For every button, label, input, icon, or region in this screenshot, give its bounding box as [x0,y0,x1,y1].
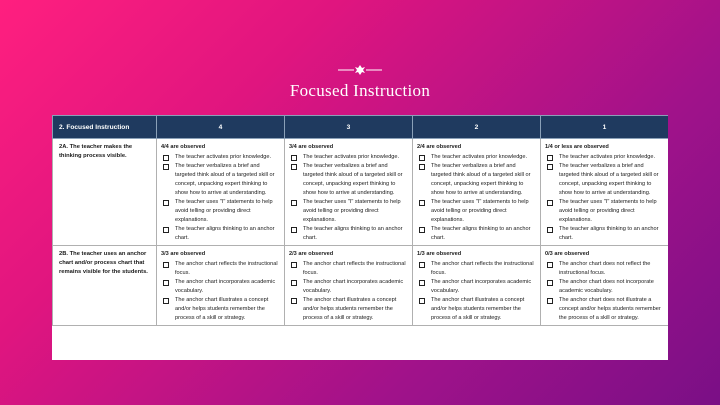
indicator-item: The teacher verbalizes a brief and targeted think aloud of a targeted skill or concept, unpacking expert thinking to show how to arrive at understanding. [417,162,537,198]
indicator-item: The anchor chart illustrates a concept and/or helps students remember the process of a skill or strategy. [417,296,537,323]
header-criterion: 2. Focused Instruction [53,116,157,139]
slide-title: Focused Instruction [289,81,431,100]
indicator-list [161,260,281,323]
indicator-item: The anchor chart reflects the instructional focus. [289,260,409,278]
indicator-list [545,260,665,323]
indicator-list [545,153,665,243]
indicator-item: The teacher uses "I" statements to help avoid telling or providing direct explanations. [161,198,281,225]
header-score-2: 2 [413,116,541,139]
indicator-list [289,260,409,323]
indicator-item: The teacher aligns thinking to an anchor chart. [417,225,537,243]
indicator-item: The anchor chart incorporates academic vocabulary. [289,278,409,296]
header-score-3: 3 [285,116,413,139]
observed-count: 3/4 are observed [289,144,334,150]
indicator-item: The teacher activates prior knowledge. [417,153,537,162]
indicator-item: The teacher activates prior knowledge. [289,153,409,162]
observed-count: 0/3 are observed [545,251,590,257]
rubric-table [52,115,668,360]
indicator-item: The teacher verbalizes a brief and targeted think aloud of a targeted skill or concept, unpacking expert thinking to show how to arrive at understanding. [545,162,665,198]
indicator-item: The teacher uses "I" statements to help avoid telling or providing direct explanations. [289,198,409,225]
score-cell [285,139,413,246]
indicator-item: The anchor chart does not incorporate academic vocabulary. [545,278,665,296]
score-cell [413,246,541,326]
indicator-item: The anchor chart incorporates academic vocabulary. [161,278,281,296]
score-cell [541,139,669,246]
indicator-list [417,260,537,323]
indicator-list [289,153,409,243]
observed-count: 1/3 are observed [417,251,462,257]
indicator-item: The teacher verbalizes a brief and targeted think aloud of a targeted skill or concept, unpacking expert thinking to show how to arrive at understanding. [289,162,409,198]
criterion-cell: 2B. The teacher uses an anchor chart and/or process chart that remains visible for the students. [53,246,157,326]
indicator-item: The anchor chart reflects the instructional focus. [417,260,537,278]
table-row [53,246,669,326]
score-cell [157,139,285,246]
indicator-item: The teacher verbalizes a brief and targeted think aloud of a targeted skill or concept, unpacking expert thinking to show how to arrive at understanding. [161,162,281,198]
indicator-item: The anchor chart reflects the instructional focus. [161,260,281,278]
header-score-1: 1 [541,116,669,139]
indicator-item: The anchor chart does not illustrate a concept and/or helps students remember the process of a skill or strategy. [545,296,665,323]
indicator-item: The anchor chart incorporates academic vocabulary. [417,278,537,296]
indicator-item: The teacher activates prior knowledge. [161,153,281,162]
score-cell [541,246,669,326]
score-cell [413,139,541,246]
indicator-list [417,153,537,243]
indicator-item: The teacher aligns thinking to an anchor chart. [161,225,281,243]
indicator-item: The anchor chart illustrates a concept and/or helps students remember the process of a skill or strategy. [161,296,281,323]
indicator-item: The teacher uses "I" statements to help avoid telling or providing direct explanations. [545,198,665,225]
observed-count: 1/4 or less are observed [545,144,609,150]
indicator-item: The teacher aligns thinking to an anchor chart. [545,225,665,243]
indicator-item: The anchor chart does not reflect the instructional focus. [545,260,665,278]
score-cell [157,246,285,326]
indicator-item: The teacher uses "I" statements to help avoid telling or providing direct explanations. [417,198,537,225]
indicator-item: The teacher aligns thinking to an anchor chart. [289,225,409,243]
table-row [53,139,669,246]
indicator-list [161,153,281,243]
title-ornament-icon [338,64,382,76]
observed-count: 2/3 are observed [289,251,334,257]
score-cell [285,246,413,326]
observed-count: 2/4 are observed [417,144,462,150]
indicator-item: The teacher activates prior knowledge. [545,153,665,162]
observed-count: 3/3 are observed [161,251,206,257]
criterion-cell: 2A. The teacher makes the thinking process visible. [53,139,157,246]
table-header-row [53,116,669,139]
observed-count: 4/4 are observed [161,144,206,150]
indicator-item: The anchor chart illustrates a concept and/or helps students remember the process of a skill or strategy. [289,296,409,323]
header-score-4: 4 [157,116,285,139]
